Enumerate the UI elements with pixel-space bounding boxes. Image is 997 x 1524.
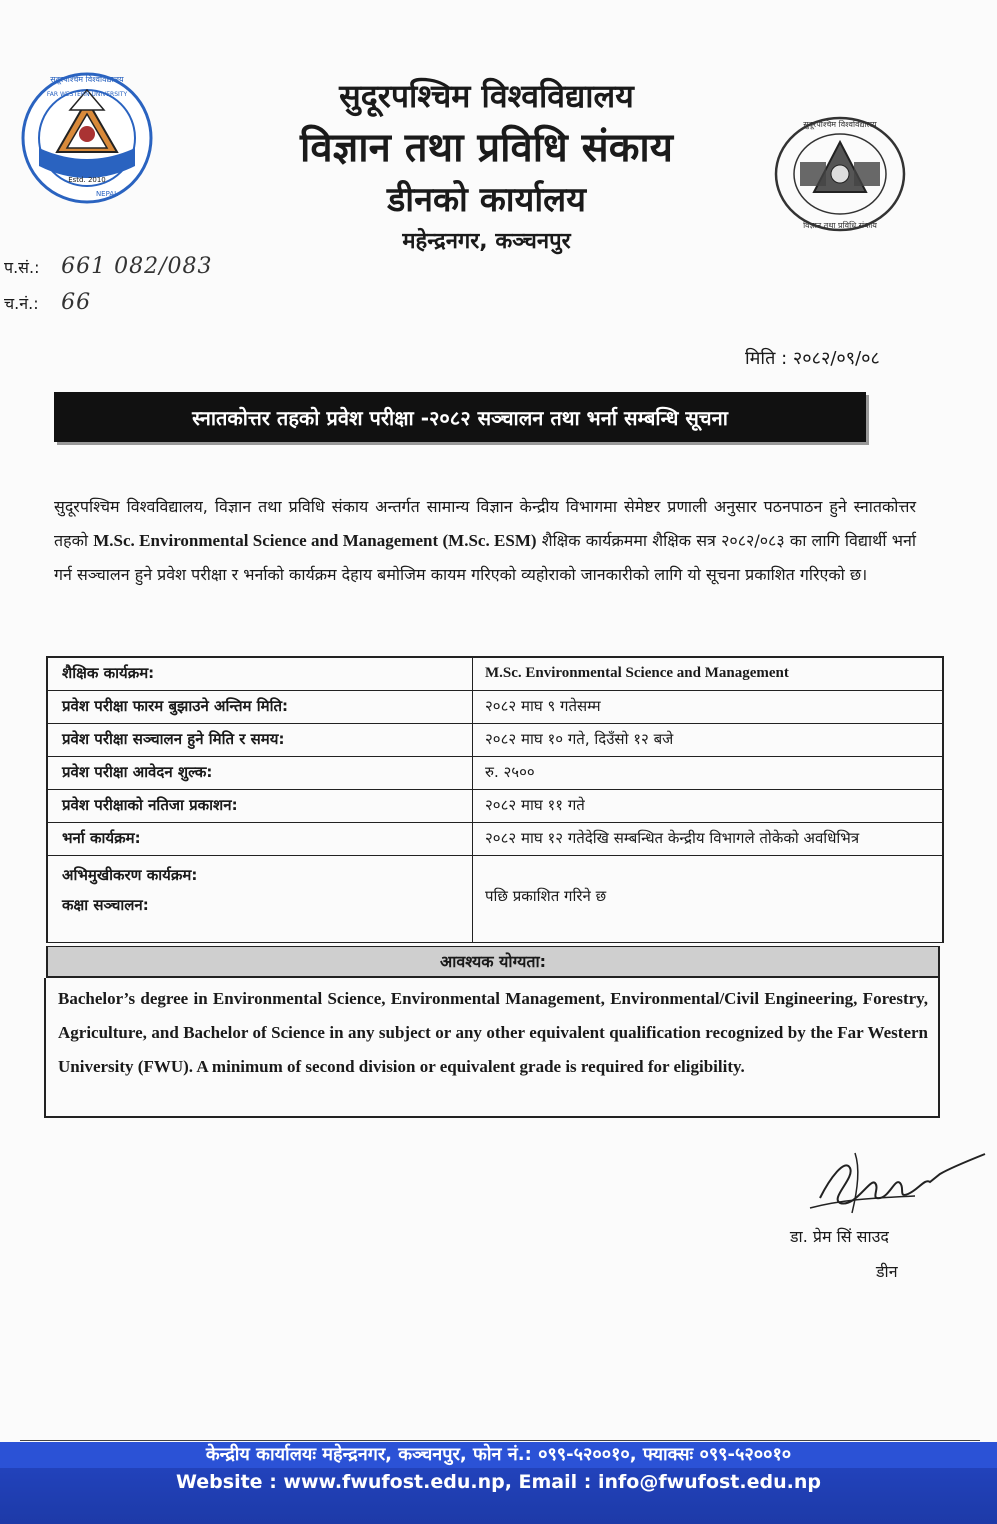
ref-ps-value: 661 082/083 xyxy=(61,254,213,279)
orientation-value: पछि प्रकाशित गरिने छ xyxy=(485,887,607,905)
office-name: डीनको कार्यालय xyxy=(387,180,586,220)
footer-divider xyxy=(20,1440,980,1441)
date-label: मिति : xyxy=(745,348,788,369)
logo-est-text: Estd. 2010 xyxy=(68,176,106,184)
intro-paragraph xyxy=(54,490,916,592)
table-row xyxy=(48,658,942,691)
row-label: प्रवेश परीक्षा आवेदन शुल्क: xyxy=(48,757,473,789)
table-row xyxy=(48,757,942,790)
table-row xyxy=(48,691,942,724)
ref-cn-label: च.नं.: xyxy=(4,294,39,313)
logo-en-text: FAR WESTERN UNIVERSITY xyxy=(46,91,128,98)
footer xyxy=(0,1442,997,1524)
seal-bottom-text: विज्ञान तथा प्रविधि संकाय xyxy=(803,221,877,230)
dispatch-number xyxy=(4,290,91,315)
table-row xyxy=(48,790,942,823)
reference-number xyxy=(4,254,212,279)
notice-title: स्नातकोत्तर तहको प्रवेश परीक्षा -२०८२ सञ्चालन तथा भर्ना सम्बन्धि सूचना xyxy=(54,392,866,442)
class-label: कक्षा सञ्चालन: xyxy=(62,896,149,914)
intro-program: M.Sc. Environmental Science and Management (M.Sc. ESM) xyxy=(93,531,537,550)
faculty-name: विज्ञान तथा प्रविधि संकाय xyxy=(300,125,673,171)
ref-cn-value: 66 xyxy=(61,290,92,315)
row-label xyxy=(48,856,473,942)
row-label: शैक्षिक कार्यक्रम: xyxy=(48,658,473,690)
university-name: सुदूरपश्चिम विश्वविद्यालय xyxy=(339,77,634,115)
table-row xyxy=(48,823,942,856)
signature xyxy=(800,1138,990,1228)
table-row-orientation xyxy=(48,856,942,943)
orientation-label: अभिमुखीकरण कार्यक्रम: xyxy=(62,866,198,884)
row-label: भर्ना कार्यक्रम: xyxy=(48,823,473,855)
eligibility-text: Bachelor’s degree in Environmental Science, Environmental Management, Environmental/Civil Engineering, Forestry, Agriculture, and Bachelor of Science in any subject or any other equivalent qualification recognized by the Far Western University (FWU). A minimum of second division or equivalent grade is required for eligibility. xyxy=(44,978,940,1118)
row-label: प्रवेश परीक्षाको नतिजा प्रकाशन: xyxy=(48,790,473,822)
logo-country-text: NEPAL xyxy=(95,190,119,198)
footer-address: केन्द्रीय कार्यालयः महेन्द्रनगर, कञ्चनपुर, फोन नं.: ०९९-५२००१०, फ्याक्सः ०९९-५२००१० xyxy=(0,1442,997,1468)
table-row xyxy=(48,724,942,757)
notice-date xyxy=(745,346,880,370)
row-value: २०८२ माघ ९ गतेसम्म xyxy=(485,697,601,715)
intro-part2: शैक्षिक कार्यक्रममा शैक्षिक सत्र २०८२/०८३ का लागि विद्यार्थी भर्ना गर्न सञ्चालन हुने प्रवेश परीक्षा र भर्नाको कार्यक्रम देहाय बमोजिम कायम गरिएको व्यहोराको जानकारीको लागि यो सूचना प्रकाशित गरिएको छ। xyxy=(54,531,916,584)
row-value: २०८२ माघ १० गते, दिउँसो १२ बजे xyxy=(485,730,674,748)
eligibility-heading: आवश्यक योग्यता: xyxy=(46,946,940,978)
signatory-title: डीन xyxy=(876,1262,898,1281)
footer-contact: Website : www.fwufost.edu.np, Email : info@fwufost.edu.np xyxy=(176,1471,821,1493)
row-label: प्रवेश परीक्षा फारम बुझाउने अन्तिम मिति: xyxy=(48,691,473,723)
seal-top-text: सुदूरपश्चिम विश्वविद्यालय xyxy=(803,120,877,129)
intro-part1: सुदूरपश्चिम विश्वविद्यालय, विज्ञान तथा प्रविधि संकाय अन्तर्गत सामान्य विज्ञान केन्द्रीय विभागमा सेमेष्टर प्रणाली अनुसार पठनपाठन हुने स्नातकोत्तर तहको xyxy=(54,497,916,550)
ref-ps-label: प.सं.: xyxy=(4,258,40,277)
official-seal xyxy=(770,112,910,237)
logo-ring-text: सुदूरपश्चिम विश्वविद्यालय xyxy=(50,75,124,84)
row-value: M.Sc. Environmental Science and Management xyxy=(485,665,789,681)
row-value: २०८२ माघ १२ गतेदेखि सम्बन्धित केन्द्रीय विभागले तोकेको अवधिभित्र xyxy=(485,829,860,847)
signatory-name: डा. प्रेम सिं साउद xyxy=(790,1227,889,1246)
schedule-table xyxy=(46,656,944,943)
row-value: २०८२ माघ ११ गते xyxy=(485,796,585,814)
row-label: प्रवेश परीक्षा सञ्चालन हुने मिति र समय: xyxy=(48,724,473,756)
row-value: रु. २५०० xyxy=(485,763,535,781)
office-location: महेन्द्रनगर, कञ्चनपुर xyxy=(402,229,571,254)
date-value: २०८२/०९/०८ xyxy=(792,348,880,369)
